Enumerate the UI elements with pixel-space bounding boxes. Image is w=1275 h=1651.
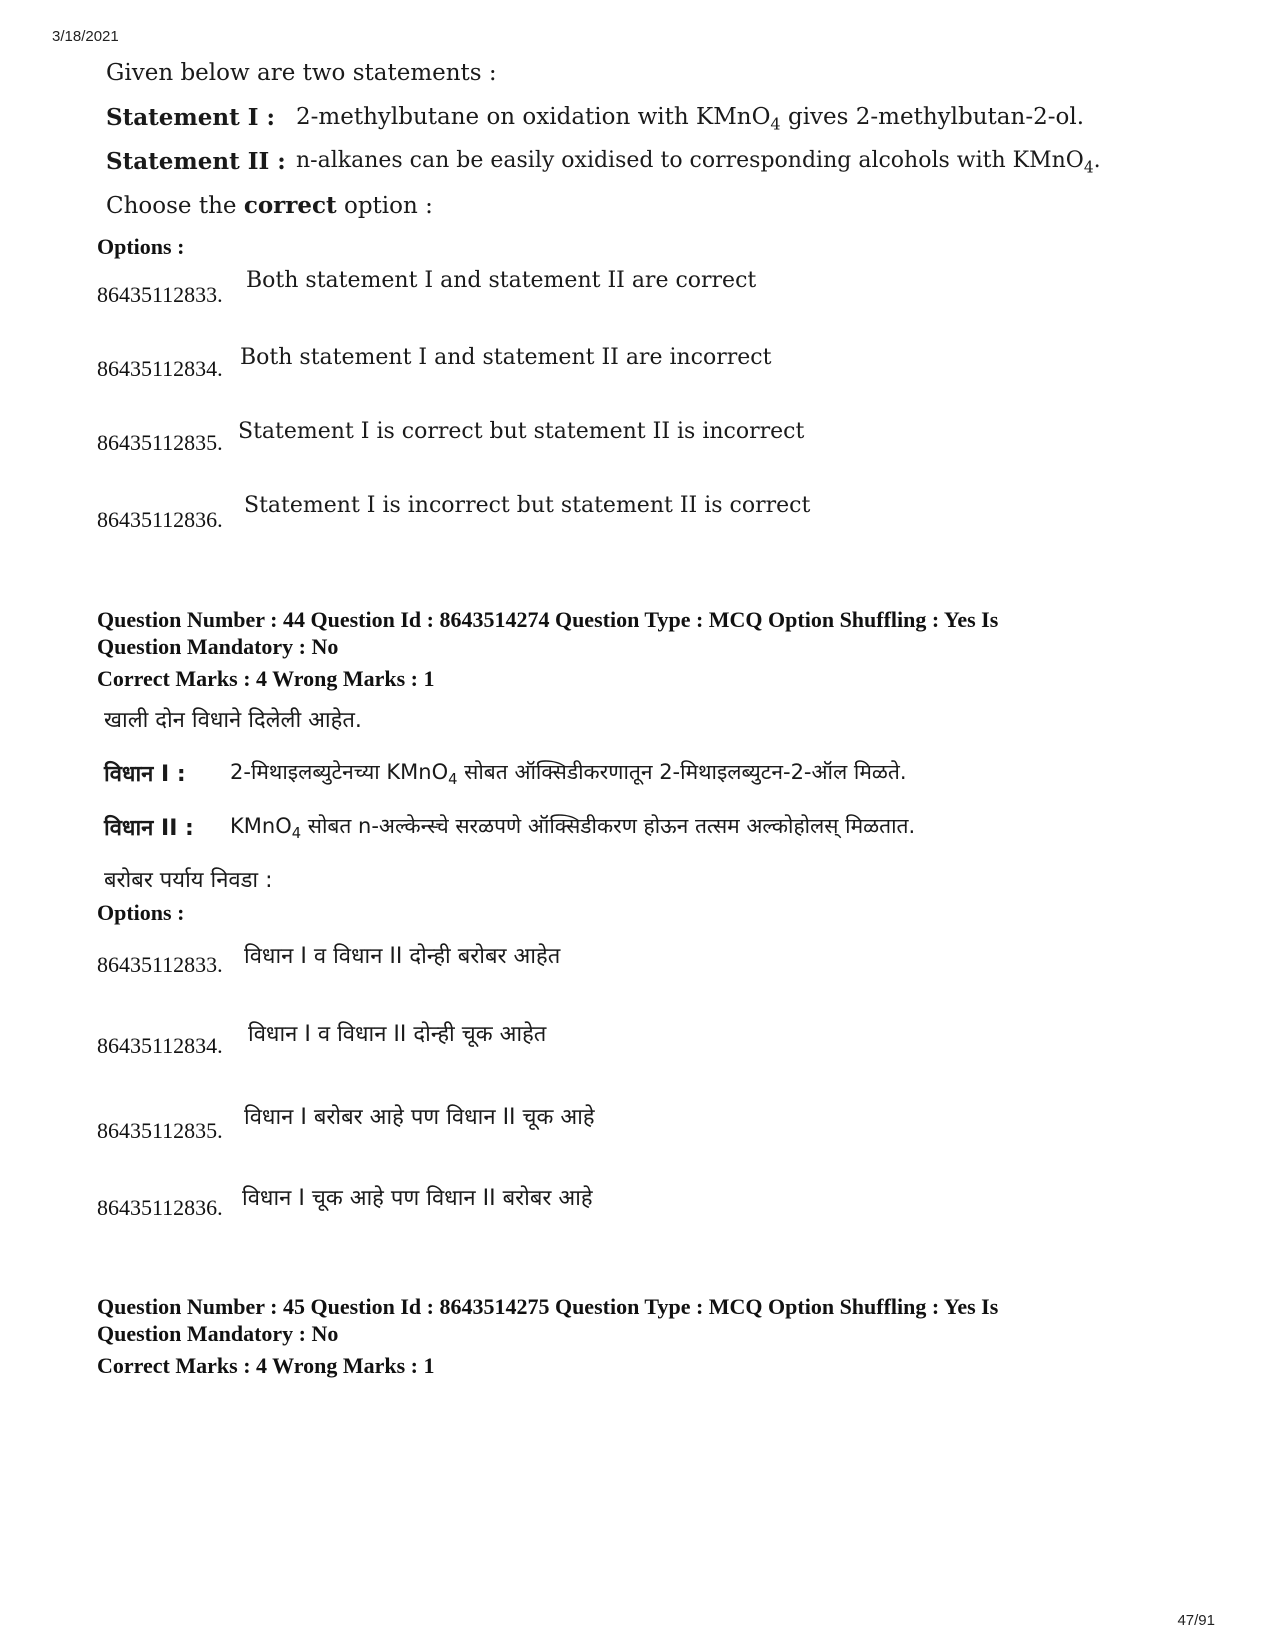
q43-option-3-text[interactable]: Statement I is correct but statement II is incorrect bbox=[238, 419, 805, 444]
q44-option-1-id: 86435112833. bbox=[97, 952, 223, 977]
q43-s1-post: gives 2-methylbutan-2-ol. bbox=[780, 104, 1085, 130]
q44-meta-line-2: Question Mandatory : No bbox=[97, 634, 339, 659]
q44-s1-post: सोबत ऑक्सिडीकरणातून 2-मिथाइलब्युटन-2-ऑल मिळते. bbox=[457, 760, 907, 784]
q43-choose-post: option : bbox=[336, 193, 433, 219]
q44-statement-2-text bbox=[230, 812, 916, 843]
q44-s2-sub: 4 bbox=[291, 825, 302, 843]
print-date: 3/18/2021 bbox=[52, 28, 119, 45]
q44-s1-pre: 2-मिथाइलब्युटेनच्या KMnO bbox=[230, 760, 449, 784]
q43-option-1-id: 86435112833. bbox=[97, 282, 223, 307]
q43-option-1-text[interactable]: Both statement I and statement II are correct bbox=[246, 268, 757, 293]
q44-choose-instruction: बरोबर पर्याय निवडा : bbox=[104, 868, 273, 893]
q43-choose-instruction bbox=[106, 192, 433, 219]
q43-intro: Given below are two statements : bbox=[106, 60, 497, 86]
q44-option-4-id: 86435112836. bbox=[97, 1195, 223, 1220]
q43-statement-1 bbox=[106, 104, 275, 131]
q44-s2-post: सोबत n-अल्केन्स्चे सरळपणे ऑक्सिडीकरण होऊन तत्सम अल्कोहोलस् मिळतात. bbox=[301, 814, 916, 838]
q43-options-label: Options : bbox=[97, 234, 185, 259]
q44-option-2-id: 86435112834. bbox=[97, 1033, 223, 1058]
q44-intro: खाली दोन विधाने दिलेली आहेत. bbox=[104, 708, 362, 733]
q45-meta-line-1: Question Number : 45 Question Id : 8643514275 Question Type : MCQ Option Shuffling : Yes Is bbox=[97, 1294, 999, 1319]
q44-statement-1-text bbox=[230, 758, 907, 789]
q44-s2-pre: KMnO bbox=[230, 814, 292, 838]
q44-meta-line-1: Question Number : 44 Question Id : 8643514274 Question Type : MCQ Option Shuffling : Yes Is bbox=[97, 607, 999, 632]
q43-choose-pre: Choose the bbox=[106, 193, 244, 219]
q44-statement-1-label: विधान I : bbox=[104, 762, 186, 787]
q44-option-2-text[interactable]: विधान I व विधान II दोन्ही चूक आहेत bbox=[248, 1022, 547, 1047]
q44-statement-2-label: विधान II : bbox=[104, 816, 194, 841]
q43-option-2-text[interactable]: Both statement I and statement II are incorrect bbox=[240, 345, 772, 370]
q44-s1-sub: 4 bbox=[448, 771, 458, 789]
q43-s2-post: . bbox=[1093, 148, 1101, 173]
q44-marks: Correct Marks : 4 Wrong Marks : 1 bbox=[97, 666, 435, 691]
q45-marks: Correct Marks : 4 Wrong Marks : 1 bbox=[97, 1353, 435, 1378]
q43-statement-1-label: Statement I : bbox=[106, 104, 275, 131]
q44-option-3-text[interactable]: विधान I बरोबर आहे पण विधान II चूक आहे bbox=[244, 1105, 595, 1130]
q43-option-4-id: 86435112836. bbox=[97, 507, 223, 532]
q43-choose-bold: correct bbox=[243, 192, 337, 219]
q43-s2-sub: 4 bbox=[1083, 158, 1094, 177]
q43-statement-2 bbox=[106, 148, 286, 175]
q43-option-4-text[interactable]: Statement I is incorrect but statement II is correct bbox=[244, 493, 811, 518]
q43-option-3-id: 86435112835. bbox=[97, 430, 223, 455]
q44-option-3-id: 86435112835. bbox=[97, 1118, 223, 1143]
q43-s1-pre: 2-methylbutane on oxidation with KMnO bbox=[296, 104, 771, 130]
q43-s2-pre: n-alkanes can be easily oxidised to corresponding alcohols with KMnO bbox=[296, 148, 1084, 173]
page-number: 47/91 bbox=[1177, 1612, 1215, 1629]
q43-statement-2-text bbox=[296, 148, 1101, 177]
q43-s1-sub: 4 bbox=[770, 114, 781, 134]
q45-meta-line-2: Question Mandatory : No bbox=[97, 1321, 339, 1346]
q43-statement-1-text bbox=[296, 104, 1085, 134]
q44-option-4-text[interactable]: विधान I चूक आहे पण विधान II बरोबर आहे bbox=[242, 1186, 593, 1211]
q44-option-1-text[interactable]: विधान I व विधान II दोन्ही बरोबर आहेत bbox=[244, 944, 561, 969]
q44-options-label: Options : bbox=[97, 900, 185, 925]
q43-statement-2-label: Statement II : bbox=[106, 148, 286, 175]
q43-option-2-id: 86435112834. bbox=[97, 356, 223, 381]
